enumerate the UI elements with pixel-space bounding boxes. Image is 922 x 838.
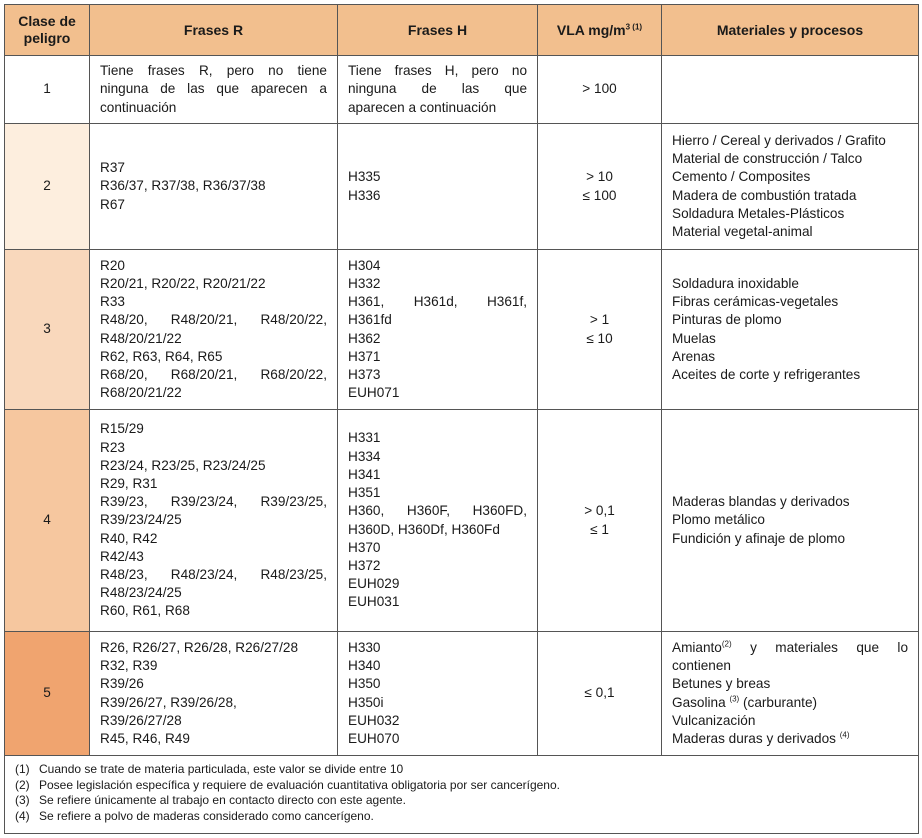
r-line: R33 xyxy=(100,294,125,310)
clase-cell: 2 xyxy=(5,124,90,250)
table-row-clase-1 xyxy=(5,56,919,124)
h-line: H373 xyxy=(348,366,381,382)
materiales-line xyxy=(672,639,908,657)
h-line: H335 xyxy=(348,169,381,185)
footnote-ref: (4) xyxy=(839,730,850,740)
r-line: R36/37, R37/38, R36/37/38 xyxy=(100,178,266,194)
vla-cell xyxy=(538,410,662,632)
header-materiales: Materiales y procesos xyxy=(662,5,919,56)
footnote-text: Se refiere únicamente al trabajo en contacto directo con este agente. xyxy=(39,793,406,808)
vla-line: > 1 xyxy=(589,312,610,328)
materiales-line: Pinturas de plomo xyxy=(672,312,782,328)
materiales-line: Material de construcción / Talco xyxy=(672,151,863,167)
footnote xyxy=(15,793,908,809)
r-line: R48/23/24/25 xyxy=(100,585,182,601)
mat-text: y materiales que lo xyxy=(750,639,909,655)
clase-cell: 4 xyxy=(5,410,90,632)
r-line: R26, R26/27, R26/28, R26/27/28 xyxy=(100,639,298,655)
h-line: H332 xyxy=(348,275,381,291)
r-line: R67 xyxy=(100,196,125,212)
r-line: R29, R31 xyxy=(100,475,158,491)
h-line: EUH071 xyxy=(348,385,400,401)
materiales-line xyxy=(672,730,908,748)
vla-line: ≤ 100 xyxy=(582,187,617,203)
frases-h-cell xyxy=(338,250,538,410)
footnote-ref: (2) xyxy=(721,639,732,649)
r-line: R39/26/27/28 xyxy=(100,712,182,728)
h-line: H360D, H360Df, H360Fd xyxy=(348,521,500,537)
r-line: ninguna de las que aparecen a xyxy=(100,81,327,97)
materiales-line: Betunes y breas xyxy=(672,676,771,692)
h-line: H304 xyxy=(348,257,381,273)
materiales-line: contienen xyxy=(672,658,731,674)
r-line: R20 xyxy=(100,257,125,273)
vla-cell xyxy=(538,56,662,124)
clase-cell: 5 xyxy=(5,632,90,756)
hazard-class-table xyxy=(4,4,919,834)
vla-cell xyxy=(538,250,662,410)
table-row-clase-5 xyxy=(5,632,919,756)
r-line: R23/24, R23/25, R23/24/25 xyxy=(100,457,266,473)
h-line: H360, H360F, H360FD, xyxy=(348,503,527,519)
materiales-line: Plomo metálico xyxy=(672,512,765,528)
r-line: R39/23, R39/23/24, R39/23/25, xyxy=(100,494,327,510)
footnote xyxy=(15,778,908,794)
materiales-line: Muelas xyxy=(672,330,716,346)
r-line: R42/43 xyxy=(100,548,144,564)
footnote xyxy=(15,762,908,778)
mat-text: Gasolina xyxy=(672,694,726,710)
materiales-line: Soldadura inoxidable xyxy=(672,275,799,291)
vla-cell xyxy=(538,632,662,756)
r-line: R48/23, R48/23/24, R48/23/25, xyxy=(100,567,327,582)
materiales-line xyxy=(672,694,908,712)
vla-line: > 10 xyxy=(586,169,613,185)
table-row-clase-3 xyxy=(5,250,919,410)
footnote xyxy=(15,809,908,825)
h-line: H362 xyxy=(348,330,381,346)
header-clase-line: Clase de xyxy=(18,13,76,29)
h-line: H341 xyxy=(348,466,381,482)
r-line: Tiene frases R, pero no tiene xyxy=(100,63,327,79)
frases-r-cell xyxy=(90,56,338,124)
materiales-line: Fibras cerámicas-vegetales xyxy=(672,294,839,310)
r-line: R48/20, R48/20/21, R48/20/22, xyxy=(100,312,327,328)
footnote-number: (1) xyxy=(15,762,30,776)
materiales-line: Madera de combustión tratada xyxy=(672,187,857,203)
frases-h-cell xyxy=(338,632,538,756)
clase-cell: 3 xyxy=(5,250,90,410)
r-line: continuación xyxy=(100,99,177,115)
vla-line: ≤ 0,1 xyxy=(584,685,615,701)
frases-h-cell xyxy=(338,124,538,250)
materiales-line: Material vegetal-animal xyxy=(672,223,813,239)
footnotes xyxy=(5,756,919,834)
r-line: R39/26 xyxy=(100,676,144,692)
header-frases-h: Frases H xyxy=(338,5,538,56)
materiales-line: Maderas blandas y derivados xyxy=(672,494,850,510)
footnote-text: Posee legislación específica y requiere de evaluación cuantitativa obligatoria por ser cancerígeno. xyxy=(39,777,560,792)
materiales-line: Soldadura Metales-Plásticos xyxy=(672,205,845,221)
footnote-text: Se refiere a polvo de maderas considerado como cancerígeno. xyxy=(39,809,374,824)
mat-text: Maderas duras y derivados xyxy=(672,730,836,746)
frases-h-cell xyxy=(338,410,538,632)
h-line: H334 xyxy=(348,448,381,464)
r-line: R68/20, R68/20/21, R68/20/22, xyxy=(100,366,327,382)
materiales-cell xyxy=(662,410,919,632)
r-line: R60, R61, R68 xyxy=(100,603,190,619)
materiales-line: Hierro / Cereal y derivados / Grafito xyxy=(672,132,886,148)
notes-row xyxy=(5,756,919,834)
table-row-clase-2 xyxy=(5,124,919,250)
footnote-number: (4) xyxy=(15,809,30,824)
header-vla xyxy=(538,5,662,56)
h-line: Tiene frases H, pero no xyxy=(348,63,527,79)
h-line: H371 xyxy=(348,348,381,364)
r-line: R39/23/24/25 xyxy=(100,512,182,528)
vla-line: ≤ 10 xyxy=(586,330,613,346)
r-line: R45, R46, R49 xyxy=(100,730,190,746)
h-line: H351 xyxy=(348,485,381,501)
h-line: H361, H361d, H361f, xyxy=(348,294,527,310)
r-line: R20/21, R20/22, R20/21/22 xyxy=(100,275,266,291)
h-line: H370 xyxy=(348,539,381,555)
materiales-line: Vulcanización xyxy=(672,712,756,728)
header-clase-line: peligro xyxy=(23,30,71,46)
h-line: EUH031 xyxy=(348,594,400,610)
footnote-ref: (3) xyxy=(729,693,740,703)
vla-line: ≤ 1 xyxy=(590,521,609,537)
header-vla-label: VLA mg/m xyxy=(556,22,626,38)
h-line: H350i xyxy=(348,694,384,710)
materiales-cell xyxy=(662,250,919,410)
header-frases-r: Frases R xyxy=(90,5,338,56)
materiales-line: Fundición y afinaje de plomo xyxy=(672,530,846,546)
h-line: EUH032 xyxy=(348,712,400,728)
frases-h-cell xyxy=(338,56,538,124)
r-line: R32, R39 xyxy=(100,658,158,674)
table-header-row xyxy=(5,5,919,56)
h-line: H350 xyxy=(348,676,381,692)
r-line: R37 xyxy=(100,160,125,176)
h-line: H361fd xyxy=(348,312,392,328)
frases-r-cell xyxy=(90,250,338,410)
materiales-cell xyxy=(662,632,919,756)
r-line: R62, R63, R64, R65 xyxy=(100,348,223,364)
vla-line: > 0,1 xyxy=(584,503,615,519)
footnote-number: (3) xyxy=(15,793,30,808)
h-line: H336 xyxy=(348,187,381,203)
h-line: H331 xyxy=(348,430,381,446)
materiales-line: Arenas xyxy=(672,348,716,364)
h-line: H340 xyxy=(348,658,381,674)
materiales-line: Aceites de corte y refrigerantes xyxy=(672,366,861,382)
h-line: aparecen a continuación xyxy=(348,99,497,115)
clase-cell: 1 xyxy=(5,56,90,124)
header-clase-peligro xyxy=(5,5,90,56)
frases-r-cell xyxy=(90,410,338,632)
mat-text: (carburante) xyxy=(743,694,818,710)
materiales-line: Cemento / Composites xyxy=(672,169,811,185)
footnote-text: Cuando se trate de materia particulada, este valor se divide entre 10 xyxy=(39,762,404,776)
materiales-cell xyxy=(662,124,919,250)
r-line: R15/29 xyxy=(100,421,144,437)
h-line: H372 xyxy=(348,557,381,573)
r-line: R68/20/21/22 xyxy=(100,385,182,401)
frases-r-cell xyxy=(90,632,338,756)
header-vla-sup: 3 (1) xyxy=(625,22,643,32)
frases-r-cell xyxy=(90,124,338,250)
h-line: H330 xyxy=(348,639,381,655)
h-line: ninguna de las que xyxy=(348,81,527,97)
materiales-cell xyxy=(662,56,919,124)
r-line: R23 xyxy=(100,439,125,455)
footnote-number: (2) xyxy=(15,777,30,792)
r-line: R48/20/21/22 xyxy=(100,330,182,346)
r-line: R39/26/27, R39/26/28, xyxy=(100,694,237,710)
h-line: EUH029 xyxy=(348,576,400,592)
table-row-clase-4 xyxy=(5,410,919,632)
r-line: R40, R42 xyxy=(100,530,158,546)
vla-cell xyxy=(538,124,662,250)
vla-line: > 100 xyxy=(582,81,617,97)
mat-text: Amianto xyxy=(672,639,722,655)
h-line: EUH070 xyxy=(348,730,400,746)
